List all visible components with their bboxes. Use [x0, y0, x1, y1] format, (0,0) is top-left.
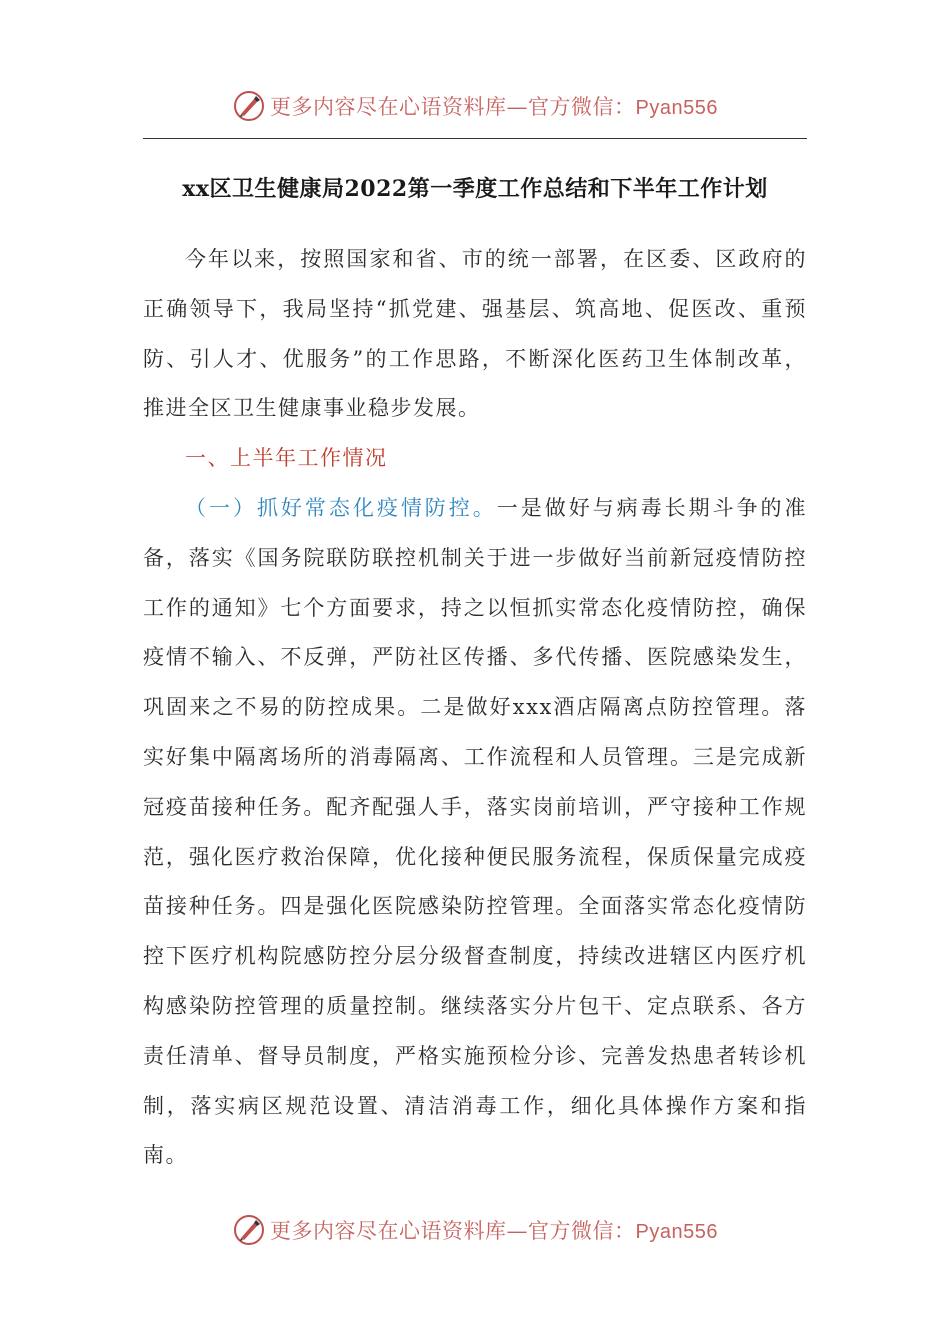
document-body [143, 235, 807, 1181]
header-banner [0, 86, 950, 126]
pen-logo-icon [232, 1213, 266, 1247]
intro-paragraph: 今年以来，按照国家和省、市的统一部署，在区委、区政府的正确领导下，我局坚持“抓党建、强基层、筑高地、促医改、重预防、引人才、优服务”的工作思路，不断深化医药卫生体制改革，推进全区卫生健康事业稳步发展。 [143, 247, 807, 421]
footer-banner-brand: Pyan556 [635, 1221, 718, 1243]
pen-logo-icon [232, 89, 266, 123]
document-title: xx区卫生健康局2022第一季度工作总结和下半年工作计划 [182, 176, 768, 202]
footer-banner [0, 1210, 950, 1250]
subsection-text: 一是做好与病毒长期斗争的准备，落实《国务院联防联控机制关于进一步做好当前新冠疫情防控工作的通知》七个方面要求，持之以恒抓实常态化疫情防控，确保疫情不输入、不反弹，严防社区传播、多代传播、医院感染发生，巩固来之不易的防控成果。二是做好xxx酒店隔离点防控管理。落实好集中隔离场所的消毒隔离、工作流程和人员管理。三是完成新冠疫苗接种任务。配齐配强人手，落实岗前培训，严守接种工作规范，强化医疗救治保障，优化接种便民服务流程，保质保量完成疫苗接种任务。四是强化医院感染防控管理。全面落实常态化疫情防控下医疗机构院感防控分层分级督查制度，持续改进辖区内医疗机构感染防控管理的质量控制。继续落实分片包干、定点联系、各方责任清单、督导员制度，严格实施预检分诊、完善发热患者转诊机制，落实病区规范设置、清洁消毒工作，细化具体操作方案和指南。 [143, 495, 808, 1168]
header-divider [143, 138, 807, 139]
header-banner-text: 更多内容尽在心语资料库—官方微信： [270, 95, 636, 119]
subsection-paragraph [143, 484, 807, 1181]
header-banner-brand: Pyan556 [635, 97, 718, 119]
footer-banner-text: 更多内容尽在心语资料库—官方微信： [270, 1219, 636, 1243]
section-heading: 一、上半年工作情况 [185, 446, 388, 471]
subsection-heading: （一）抓好常态化疫情防控。 [185, 495, 497, 520]
